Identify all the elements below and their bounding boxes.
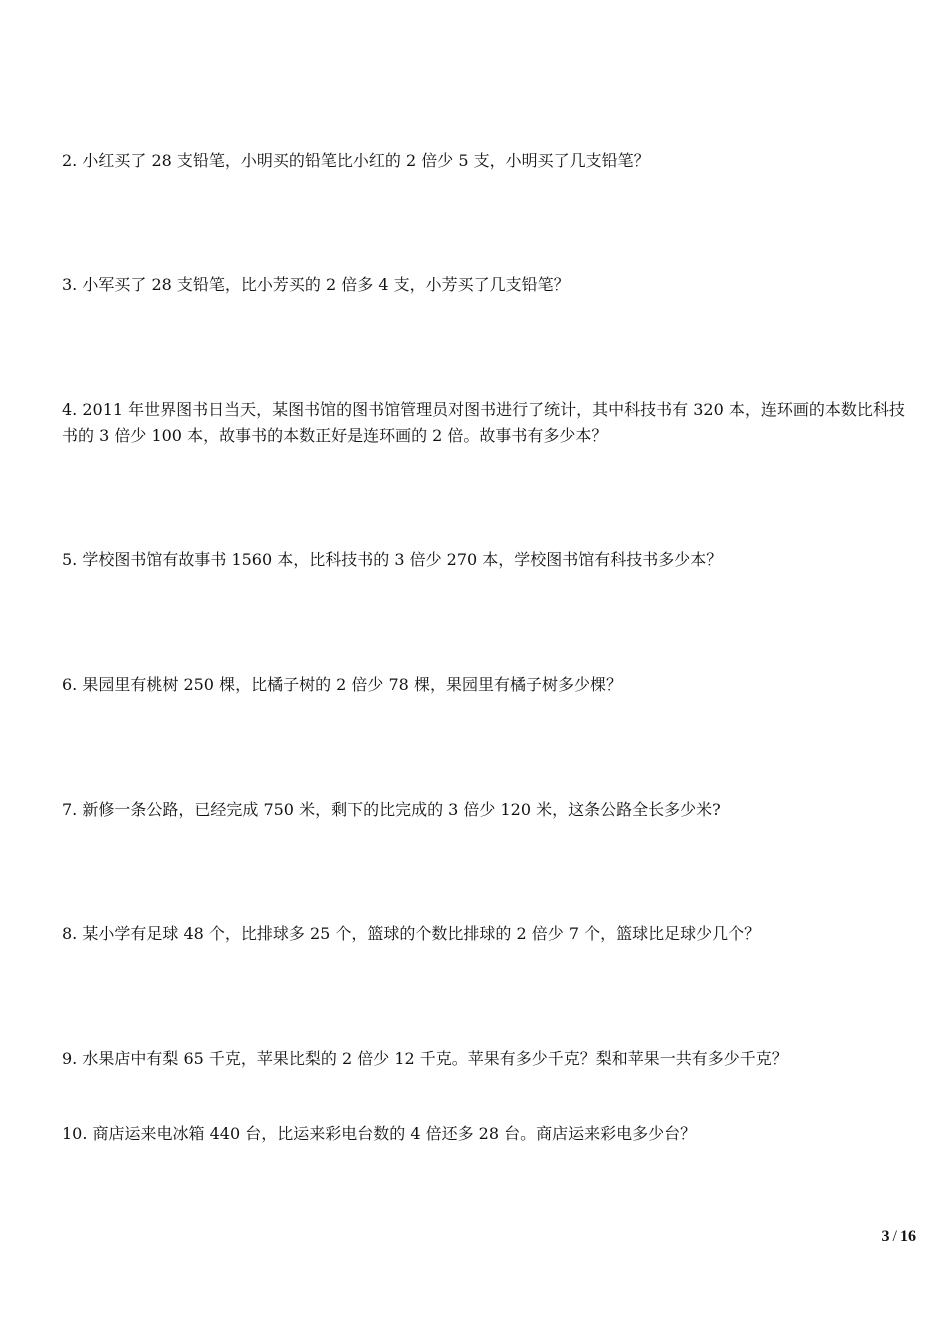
page-separator: / xyxy=(892,1228,897,1245)
question-10: 10. 商店运来电冰箱 440 台，比运来彩电台数的 4 倍还多 28 台。商店运来彩电多少台？ xyxy=(62,1124,697,1143)
question-9: 9. 水果店中有梨 65 千克，苹果比梨的 2 倍少 12 千克。苹果有多少千克？梨和苹果一共有多少千克？ xyxy=(62,1049,788,1068)
question-5: 5. 学校图书馆有故事书 1560 本，比科技书的 3 倍少 270 本，学校图书馆有科技书多少本？ xyxy=(62,550,723,569)
question-3: 3. 小军买了 28 支铅笔，比小芳买的 2 倍多 4 支，小芳买了几支铅笔？ xyxy=(62,275,570,294)
question-2: 2. 小红买了 28 支铅笔，小明买的铅笔比小红的 2 倍少 5 支，小明买了几支铅笔？ xyxy=(62,151,650,170)
current-page-number: 3 xyxy=(881,1228,890,1245)
question-4: 4. 2011 年世界图书日当天，某图书馆的图书馆管理员对图书进行了统计，其中科技书有 320 本，连环画的本数比科技书的 3 倍少 100 本，故事书的本数正好是连环画的 2 倍。故事书有多少本？ xyxy=(62,400,905,445)
question-6: 6. 果园里有桃树 250 棵，比橘子树的 2 倍少 78 棵，果园里有橘子树多少棵？ xyxy=(62,675,622,694)
total-pages-number: 16 xyxy=(900,1228,916,1245)
page-number xyxy=(882,1228,916,1246)
question-7: 7. 新修一条公路，已经完成 750 米，剩下的比完成的 3 倍少 120 米，这条公路全长多少米? xyxy=(62,800,721,819)
question-8: 8. 某小学有足球 48 个，比排球多 25 个，篮球的个数比排球的 2 倍少 7 个，篮球比足球少几个？ xyxy=(62,924,761,943)
